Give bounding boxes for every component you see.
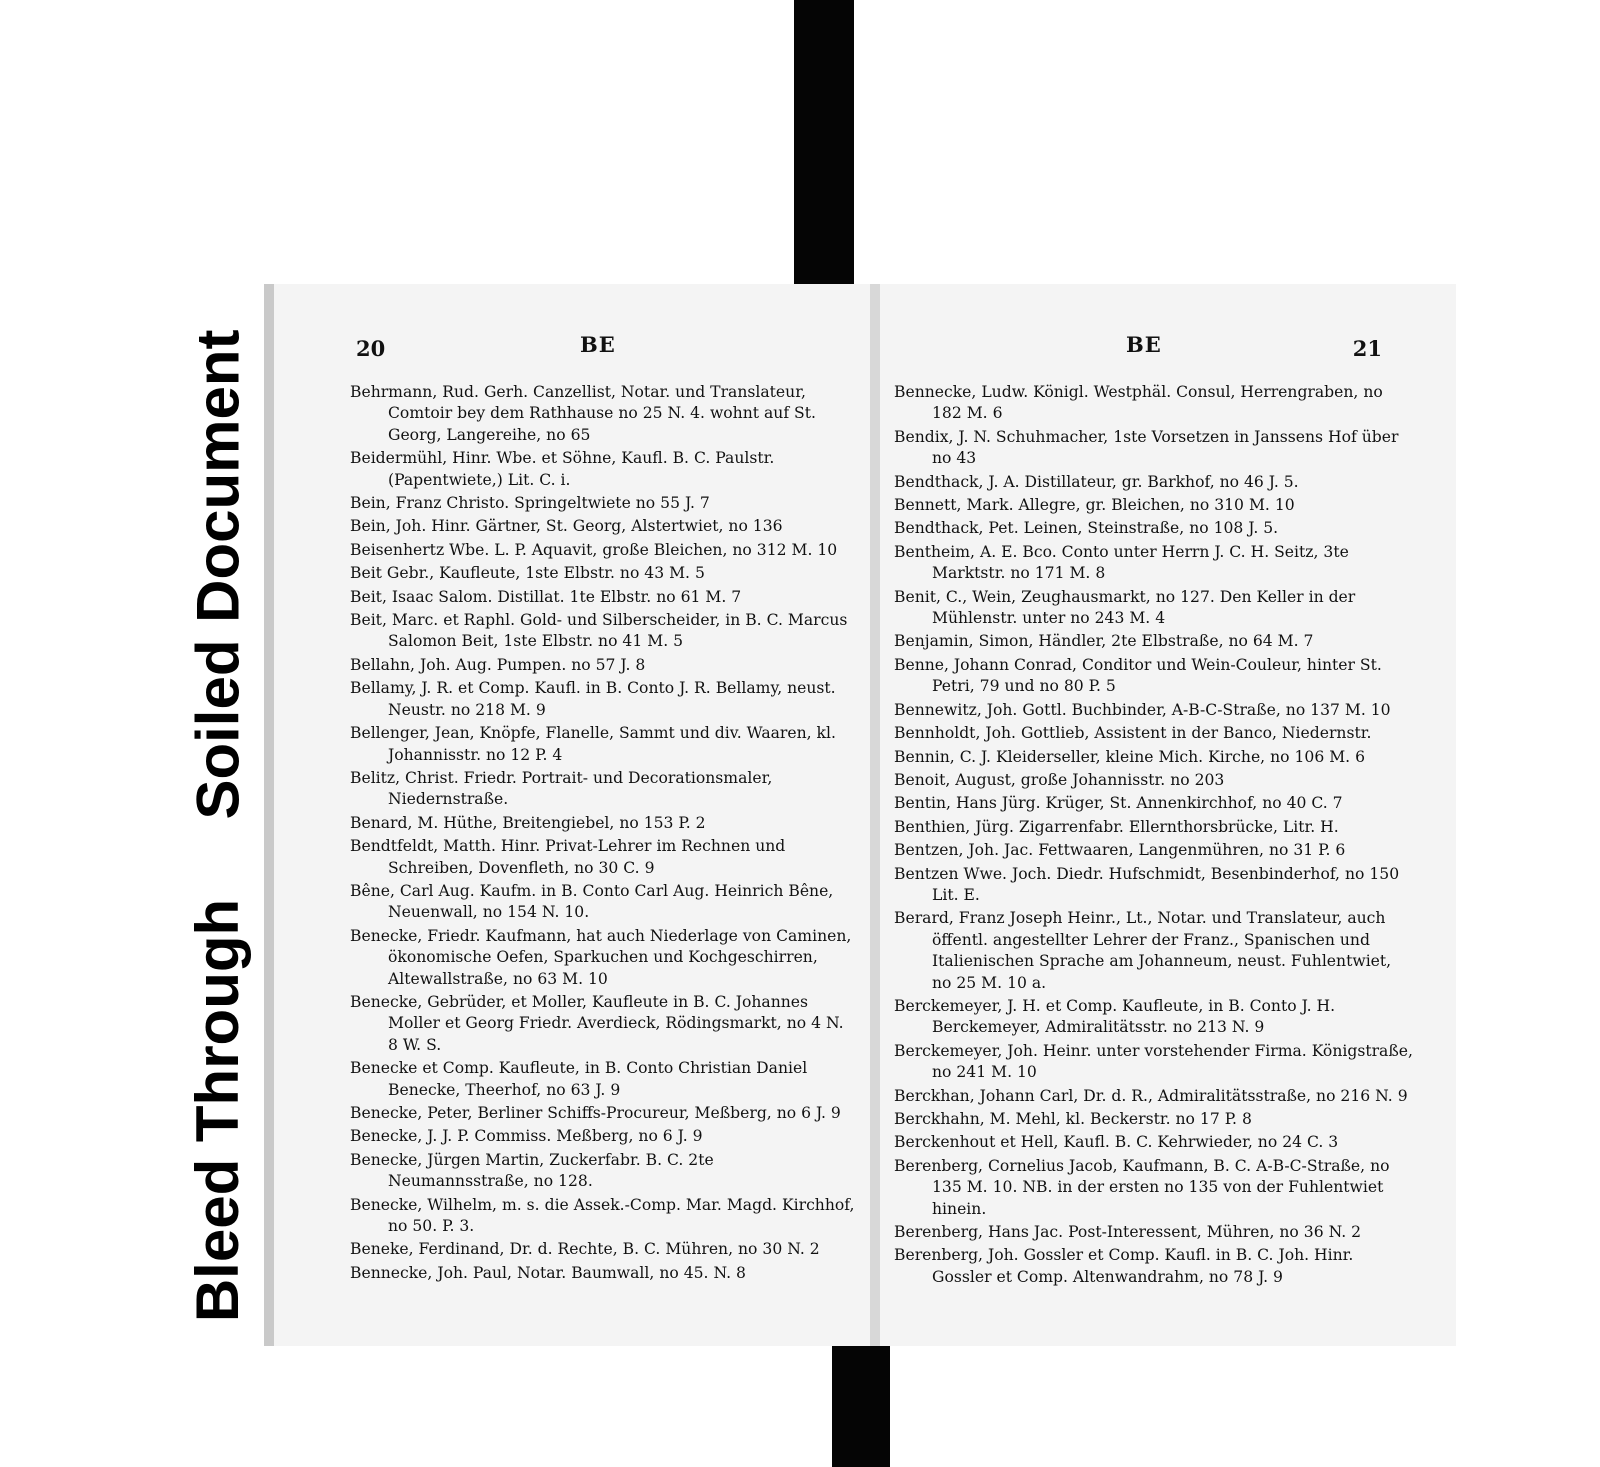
directory-entries <box>350 382 858 1286</box>
directory-entry: Beit, Isaac Salom. Distillat. 1te Elbstr. no 61 M. 7 <box>350 587 742 606</box>
directory-entry: Behrmann, Rud. Gerh. Canzellist, Notar. und Translateur, Comtoir bey dem Rathhause no 25 N. 4. wohnt auf St. Georg, Langereihe, no 65 <box>350 383 816 444</box>
running-head: BE <box>580 332 616 357</box>
directory-entries <box>894 382 1414 1290</box>
directory-entry: Belitz, Christ. Friedr. Portrait- und Decorationsmaler, Niedernstraße. <box>350 768 773 809</box>
directory-entry: Benecke, Peter, Berliner Schiffs-Procureur, Meßberg, no 6 J. 9 <box>350 1104 841 1122</box>
directory-entry: Bennecke, Ludw. Königl. Westphäl. Consul, Herrengraben, no 182 M. 6 <box>894 383 1383 423</box>
directory-entry: Berckemeyer, J. H. et Comp. Kaufleute, in B. Conto J. H. Berckemeyer, Admiralitätsstr. no 213 N. 9 <box>894 996 1336 1037</box>
directory-entry: Berckenhout et Hell, Kaufl. B. C. Kehrwieder, no 24 C. 3 <box>894 1133 1339 1152</box>
directory-entry: Bellahn, Joh. Aug. Pumpen. no 57 J. 8 <box>350 655 646 674</box>
book-spine <box>870 284 880 1346</box>
soiled-document-label <box>178 314 258 834</box>
binding-strip-bottom <box>832 1346 890 1467</box>
directory-entry: Bennett, Mark. Allegre, gr. Bleichen, no 310 M. 10 <box>894 496 1295 515</box>
directory-entry: Benard, M. Hüthe, Breitengiebel, no 153 P. 2 <box>350 813 706 832</box>
binding-strip-top <box>794 0 854 284</box>
directory-entry: Beneke, Ferdinand, Dr. d. Rechte, B. C. Mühren, no 30 N. 2 <box>350 1240 820 1259</box>
directory-entry: Bein, Franz Christo. Springeltwiete no 55 J. 7 <box>350 494 710 513</box>
directory-entry: Beisenhertz Wbe. L. P. Aquavit, große Bleichen, no 312 M. 10 <box>350 540 838 559</box>
directory-entry: Bentin, Hans Jürg. Krüger, St. Annenkirchhof, no 40 C. 7 <box>894 794 1343 813</box>
directory-entry: Beit, Marc. et Raphl. Gold- und Silberscheider, in B. C. Marcus Salomon Beit, 1ste Elbstr. no 41 M. 5 <box>350 611 848 651</box>
directory-entry: Bentzen, Joh. Jac. Fettwaaren, Langenmühren, no 31 P. 6 <box>894 841 1346 860</box>
directory-entry: Benthien, Jürg. Zigarrenfabr. Ellernthorsbrücke, Litr. H. <box>894 817 1339 836</box>
directory-entry: Bein, Joh. Hinr. Gärtner, St. Georg, Alstertwiet, no 136 <box>350 517 783 536</box>
right-page <box>880 284 1456 1346</box>
soiled-document-text: Soiled Document <box>184 328 252 820</box>
directory-entry: Benecke, Jürgen Martin, Zuckerfabr. B. C. 2te Neumannsstraße, no 128. <box>350 1150 714 1191</box>
directory-entry: Bêne, Carl Aug. Kaufm. in B. Conto Carl Aug. Heinrich Bêne, Neuenwall, no 154 N. 10. <box>350 881 834 922</box>
directory-entry: Benecke, Gebrüder, et Moller, Kaufleute in B. C. Johannes Moller et Georg Friedr. Averdieck, Rödingsmarkt, no 4 N. 8 W. S. <box>350 992 844 1054</box>
left-page <box>264 284 870 1346</box>
directory-entry: Benne, Johann Conrad, Conditor und Wein-Couleur, hinter St. Petri, 79 und no 80 P. 5 <box>894 655 1382 696</box>
page-number: 21 <box>1352 336 1382 361</box>
directory-entry: Bennecke, Joh. Paul, Notar. Baumwall, no 45. N. 8 <box>350 1263 746 1282</box>
directory-entry: Berard, Franz Joseph Heinr., Lt., Notar. und Translateur, auch öffentl. angestellter Lehrer der Franz., Spanischen und Italienischen Sprache am Johanneum, neust. Fuhlentwiet, no 25 M. 10 a. <box>894 909 1392 992</box>
directory-entry: Bellenger, Jean, Knöpfe, Flanelle, Sammt und div. Waaren, kl. Johannisstr. no 12 P. 4 <box>350 724 836 764</box>
bleed-through-text: Bleed Through <box>184 898 252 1322</box>
directory-entry: Benecke, Wilhelm, m. s. die Assek.-Comp. Mar. Magd. Kirchhof, no 50. P. 3. <box>350 1195 855 1236</box>
directory-entry: Beit Gebr., Kaufleute, 1ste Elbstr. no 43 M. 5 <box>350 564 705 583</box>
directory-entry: Benit, C., Wein, Zeughausmarkt, no 127. Den Keller in der Mühlenstr. unter no 243 M. 4 <box>894 587 1356 628</box>
directory-entry: Benoit, August, große Johannisstr. no 203 <box>894 770 1225 789</box>
directory-entry: Benecke et Comp. Kaufleute, in B. Conto Christian Daniel Benecke, Theerhof, no 63 J. 9 <box>350 1059 808 1099</box>
directory-entry: Bentzen Wwe. Joch. Diedr. Hufschmidt, Besenbinderhof, no 150 Lit. E. <box>894 864 1400 904</box>
directory-entry: Bennholdt, Joh. Gottlieb, Assistent in der Banco, Niedernstr. <box>894 724 1372 743</box>
directory-entry: Benecke, Friedr. Kaufmann, hat auch Niederlage von Caminen, ökonomische Oefen, Sparkuchen und Kochgeschirren, Altewallstraße, no 63 M. 10 <box>350 926 852 988</box>
directory-entry: Bendix, J. N. Schuhmacher, 1ste Vorsetzen in Janssens Hof über no 43 <box>894 427 1399 468</box>
directory-entry: Bendtfeldt, Matth. Hinr. Privat-Lehrer im Rechnen und Schreiben, Dovenfleth, no 30 C. 9 <box>350 837 786 877</box>
directory-entry: Bennin, C. J. Kleiderseller, kleine Mich. Kirche, no 106 M. 6 <box>894 747 1366 766</box>
running-head: BE <box>1126 332 1162 357</box>
directory-entry: Berenberg, Cornelius Jacob, Kaufmann, B. C. A-B-C-Straße, no 135 M. 10. NB. in der ersten no 135 von der Fuhlentwiet hinein. <box>894 1156 1390 1218</box>
bleed-through-label <box>178 875 258 1345</box>
directory-entry: Benjamin, Simon, Händler, 2te Elbstraße, no 64 M. 7 <box>894 632 1314 651</box>
directory-entry: Berenberg, Joh. Gossler et Comp. Kaufl. in B. C. Joh. Hinr. Gossler et Comp. Altenwandrahm, no 78 J. 9 <box>894 1246 1354 1286</box>
directory-entry: Berckemeyer, Joh. Heinr. unter vorstehender Firma. Königstraße, no 241 M. 10 <box>894 1041 1413 1082</box>
directory-entry: Bentheim, A. E. Bco. Conto unter Herrn J. C. H. Seitz, 3te Marktstr. no 171 M. 8 <box>894 542 1349 583</box>
directory-entry: Berckhan, Johann Carl, Dr. d. R., Admiralitätsstraße, no 216 N. 9 <box>894 1086 1408 1105</box>
directory-entry: Bendthack, Pet. Leinen, Steinstraße, no 108 J. 5. <box>894 519 1279 538</box>
directory-entry: Bendthack, J. A. Distillateur, gr. Barkhof, no 46 J. 5. <box>894 472 1299 491</box>
directory-entry: Bellamy, J. R. et Comp. Kaufl. in B. Conto J. R. Bellamy, neust. Neustr. no 218 M. 9 <box>350 679 836 719</box>
directory-entry: Berckhahn, M. Mehl, kl. Beckerstr. no 17 P. 8 <box>894 1110 1252 1128</box>
directory-entry: Berenberg, Hans Jac. Post-Interessent, Mühren, no 36 N. 2 <box>894 1223 1362 1242</box>
directory-entry: Beidermühl, Hinr. Wbe. et Söhne, Kaufl. B. C. Paulstr. (Papentwiete,) Lit. C. i. <box>350 449 775 489</box>
directory-entry: Benecke, J. J. P. Commiss. Meßberg, no 6 J. 9 <box>350 1127 703 1146</box>
directory-entry: Bennewitz, Joh. Gottl. Buchbinder, A-B-C-Straße, no 137 M. 10 <box>894 700 1391 719</box>
page-number: 20 <box>356 336 386 361</box>
